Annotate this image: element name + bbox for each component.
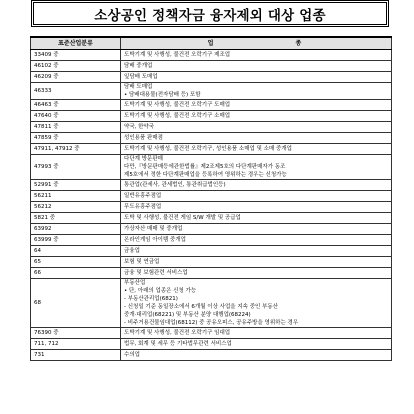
industry-code-cell: 52991 중: [31, 180, 121, 191]
industry-code-cell: 731: [31, 350, 121, 361]
table-header-row: [31, 37, 392, 50]
industry-type-line: 가상자산 매매 및 중개업: [124, 226, 183, 232]
industry-type-line: 도박기계 및 사행성, 불건전 오락기구 도매업: [124, 102, 231, 108]
industry-type-cell: [121, 350, 392, 361]
industry-type-line: 법무, 회계 및 세무 등 기타법무관련 서비스업: [124, 341, 232, 347]
industry-type-line: 약국, 한약국: [124, 124, 155, 130]
industry-code-cell: 63992: [31, 224, 121, 235]
industry-type-line: 온라인게임 아이템 중개업: [124, 237, 186, 243]
header-industry-code: 표준산업분류: [31, 37, 121, 50]
industry-code-cell: 46209 중: [31, 72, 121, 83]
industry-type-cell: [121, 224, 392, 235]
industry-type-line: 수의업: [124, 352, 140, 358]
industry-code-cell: 64: [31, 246, 121, 257]
industry-code-cell: 63999 중: [31, 235, 121, 246]
table-row: [31, 61, 392, 72]
table-row: [31, 144, 392, 155]
industry-code-cell: 5821 중: [31, 213, 121, 224]
table-row: [31, 180, 392, 191]
table-row: [31, 100, 392, 111]
industry-type-cell: [121, 111, 392, 122]
industry-type-cell: [121, 61, 392, 72]
industry-code-cell: 46333: [31, 83, 121, 100]
industry-code-cell: 76390 중: [31, 328, 121, 339]
table-row: [31, 202, 392, 213]
industry-type-line: 다단계 방문판매: [124, 156, 163, 162]
industry-type-cell: [121, 180, 392, 191]
industry-type-line: • 담배대용물(전자담배 등) 포함: [124, 92, 201, 98]
industry-code-cell: 47640 중: [31, 111, 121, 122]
industry-type-line: 담배 중개업: [124, 63, 153, 69]
industry-type-cell: [121, 246, 392, 257]
industry-code-cell: 33409 중: [31, 50, 121, 61]
table-row: [31, 350, 392, 361]
industry-code-cell: 66: [31, 268, 121, 279]
industry-code-cell: 65: [31, 257, 121, 268]
industry-type-line: • 단, 아래의 업종은 신청 가능: [124, 288, 197, 294]
industry-type-cell: [121, 268, 392, 279]
industry-type-cell: [121, 72, 392, 83]
industry-type-cell: [121, 50, 392, 61]
industry-type-cell: [121, 191, 392, 202]
table-row: [31, 133, 392, 144]
industry-type-line: 도박 및 사행성, 불건전 게임 S/W 개발 및 공급업: [124, 215, 241, 221]
industry-code-cell: 56211: [31, 191, 121, 202]
table-row: [31, 50, 392, 61]
industry-type-line: 담배 도매업: [124, 84, 153, 90]
industry-type-line: 일반유흥주점업: [124, 193, 162, 199]
table-row: [31, 213, 392, 224]
header-industry-type: 업 종: [121, 37, 392, 50]
page-title: 소상공인 정책자금 융자제외 대상 업종: [94, 7, 326, 24]
table-row: [31, 111, 392, 122]
industry-type-cell: [121, 339, 392, 350]
industry-type-cell: [121, 100, 392, 111]
industry-type-line: 다만,『방문판매등에관한법률』제2조제5호의 다단계판매자가 동조: [124, 164, 286, 170]
industry-type-line: 도박기계 및 사행성, 불건전 오락기구, 성인용품 소매업 및 소매 중개업: [124, 146, 292, 152]
industry-type-cell: [121, 155, 392, 180]
industry-type-line: 성인용품 판매점: [124, 135, 163, 141]
industry-type-line: - 비주거용건물임대업(68112) 중 공유오피스, 공유주방을 영위하는 경우: [124, 320, 299, 326]
industry-type-cell: [121, 133, 392, 144]
table-row: [31, 122, 392, 133]
table-row: [31, 235, 392, 246]
table-row: [31, 191, 392, 202]
industry-type-line: 도박기계 및 사행성, 불건전 오락기구 소매업: [124, 113, 231, 119]
industry-code-cell: 47993 중: [31, 155, 121, 180]
industry-code-cell: 711, 712: [31, 339, 121, 350]
industry-code-cell: 47811 중: [31, 122, 121, 133]
industry-code-cell: 56212: [31, 202, 121, 213]
industry-type-line: 중개·대리업(68221) 및 부동산 분양 대행업(68224): [124, 312, 251, 318]
industry-type-line: - 부동산관리업(6821): [124, 296, 178, 302]
table-row: [31, 83, 392, 100]
industry-type-line: 금융업: [124, 248, 140, 254]
table-row: [31, 339, 392, 350]
industry-type-cell: [121, 83, 392, 100]
exclusion-table: [30, 36, 392, 361]
industry-type-line: 통관업(관세사, 관세법인, 통관취급법인등): [124, 182, 226, 188]
industry-type-cell: [121, 279, 392, 328]
title-box: [31, 0, 389, 27]
industry-type-cell: [121, 122, 392, 133]
industry-type-line: 도박기계 및 사행성, 불건전 오락기구 제조업: [124, 52, 231, 58]
industry-type-line: 제5호에서 정한 다단계판매업을 등록하여 영위하는 경우는 신청가능: [124, 172, 287, 178]
industry-type-line: 잎담배 도매업: [124, 74, 158, 80]
table-row: [31, 224, 392, 235]
table-row: [31, 268, 392, 279]
industry-type-line: 도박기계 및 사행성, 불건전 오락기구 임대업: [124, 330, 231, 336]
table-body: [31, 50, 392, 361]
industry-code-cell: 68: [31, 279, 121, 328]
industry-type-line: 부동산업: [124, 280, 146, 286]
table-row: [31, 246, 392, 257]
industry-type-line: 금융 및 보험관련 서비스업: [124, 270, 188, 276]
industry-code-cell: 47859 중: [31, 133, 121, 144]
industry-code-cell: 46463 중: [31, 100, 121, 111]
table-row: [31, 72, 392, 83]
table-row: [31, 279, 392, 328]
industry-code-cell: 46102 중: [31, 61, 121, 72]
industry-code-cell: 47911, 47912 중: [31, 144, 121, 155]
industry-type-cell: [121, 213, 392, 224]
table-row: [31, 155, 392, 180]
industry-type-cell: [121, 144, 392, 155]
industry-type-cell: [121, 257, 392, 268]
table-row: [31, 328, 392, 339]
industry-type-line: - 신청일 기준 동일장소에서 6개월 이상 사업을 지속 중인 부동산: [124, 304, 279, 310]
industry-type-line: 보험 및 연금업: [124, 259, 160, 265]
industry-type-cell: [121, 235, 392, 246]
industry-type-line: 무도유흥주점업: [124, 204, 162, 210]
table-row: [31, 257, 392, 268]
industry-type-cell: [121, 202, 392, 213]
industry-type-cell: [121, 328, 392, 339]
